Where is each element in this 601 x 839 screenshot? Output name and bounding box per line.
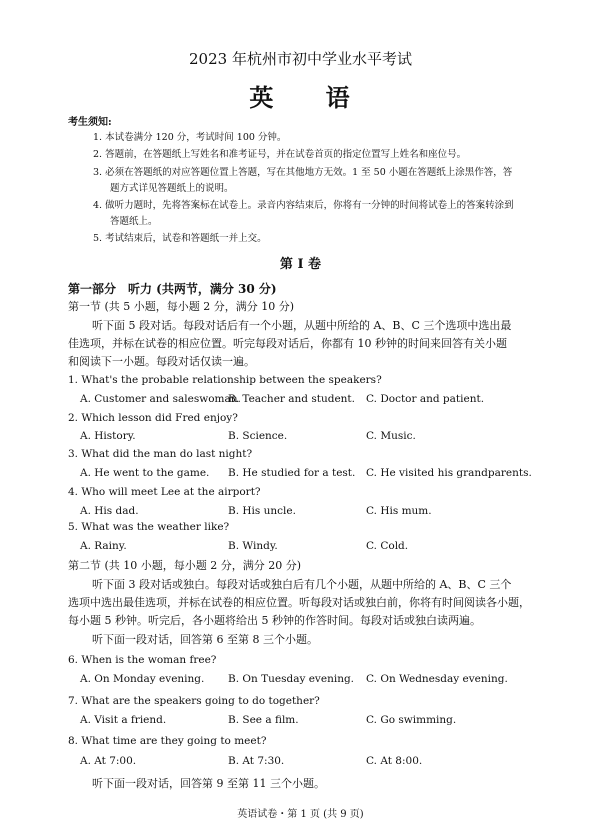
option-c: C. He visited his grandparents. xyxy=(366,467,532,479)
question-stem: 1. What's the probable relationship between the speakers? xyxy=(68,374,382,386)
option-c: C. Music. xyxy=(366,430,416,442)
notice-item: 4. 做听力题时，先将答案标在试卷上。录音内容结束后，你将有一分钟的时间将试卷上的答案转涂到 xyxy=(93,200,514,211)
option-b: B. He studied for a test. xyxy=(228,467,356,479)
notice-item: 1. 本试卷满分 120 分，考试时间 100 分钟。 xyxy=(93,132,287,143)
question-stem: 6. When is the woman free? xyxy=(68,654,217,666)
instruction-line: 听下面 5 段对话。每段对话后有一个小题，从题中所给的 A、B、C 三个选项中选出最 xyxy=(92,319,512,332)
option-a: A. Rainy. xyxy=(80,540,127,552)
notice-item: 答题纸上。 xyxy=(110,216,158,227)
option-c: C. At 8:00. xyxy=(366,755,423,767)
part-label: 第 I 卷 xyxy=(279,257,322,272)
instruction-line: 听下面 3 段对话或独白。每段对话或独白后有几个小题，从题中所给的 A、B、C 三个 xyxy=(92,578,512,591)
subject-title: 英 语 xyxy=(249,83,372,112)
instruction-line: 佳选项，并标在试卷的相应位置。听完每段对话后，你都有 10 秒钟的时间来回答有关小题 xyxy=(68,337,507,350)
question-stem: 5. What was the weather like? xyxy=(68,521,230,533)
instruction-line: 每小题 5 秒钟。听完后，各小题将给出 5 秒钟的作答时间。每段对话或独白读两遍。 xyxy=(68,614,481,627)
instruction-line: 听下面一段对话，回答第 6 至第 8 三个小题。 xyxy=(92,633,318,646)
option-c: C. Cold. xyxy=(366,540,409,552)
option-b: B. Science. xyxy=(228,430,288,442)
option-a: A. His dad. xyxy=(80,505,139,517)
notice-item: 题方式详见答题纸上的说明。 xyxy=(110,183,234,194)
instruction-line: 听下面一段对话，回答第 9 至第 11 三个小题。 xyxy=(92,777,325,790)
option-c: C. Doctor and patient. xyxy=(366,393,485,405)
subsection-heading: 第二节 (共 10 小题，每小题 2 分，满分 20 分) xyxy=(68,559,302,572)
section-heading: 第一部分 听力 (共两节，满分 30 分) xyxy=(68,282,277,296)
exam-title: 2023 年杭州市初中学业水平考试 xyxy=(189,50,412,68)
question-stem: 7. What are the speakers going to do together? xyxy=(68,695,320,707)
notice-item: 5. 考试结束后，试卷和答题纸一并上交。 xyxy=(93,233,267,244)
question-stem: 4. Who will meet Lee at the airport? xyxy=(68,486,261,498)
option-a: A. At 7:00. xyxy=(80,755,137,767)
page-footer: 英语试卷・第 1 页 (共 9 页) xyxy=(237,809,364,820)
option-a: A. Visit a friend. xyxy=(80,714,167,726)
option-a: A. Customer and saleswoman. xyxy=(80,393,241,405)
notice-item: 3. 必须在答题纸的对应答题位置上答题，写在其他地方无效。1 至 50 小题在答题纸上涂黑作答，答 xyxy=(93,167,513,178)
option-a: A. He went to the game. xyxy=(80,467,210,479)
option-b: B. Teacher and student. xyxy=(228,393,355,405)
question-stem: 3. What did the man do last night? xyxy=(68,448,253,460)
instruction-line: 选项中选出最佳选项，并标在试卷的相应位置。听每段对话或独白前，你将有时间阅读各小题， xyxy=(68,596,530,609)
question-stem: 8. What time are they going to meet? xyxy=(68,735,267,747)
option-b: B. See a film. xyxy=(228,714,299,726)
option-b: B. At 7:30. xyxy=(228,755,285,767)
option-a: A. History. xyxy=(80,430,136,442)
option-b: B. On Tuesday evening. xyxy=(228,673,355,685)
option-b: B. His uncle. xyxy=(228,505,296,517)
option-c: C. On Wednesday evening. xyxy=(366,673,508,685)
notice-heading: 考生须知: xyxy=(68,117,112,128)
option-c: C. Go swimming. xyxy=(366,714,457,726)
option-b: B. Windy. xyxy=(228,540,278,552)
subsection-heading: 第一节 (共 5 小题，每小题 2 分，满分 10 分) xyxy=(68,300,295,313)
question-stem: 2. Which lesson did Fred enjoy? xyxy=(68,412,238,424)
notice-item: 2. 答题前，在答题纸上写姓名和准考证号，并在试卷首页的指定位置写上姓名和座位号。 xyxy=(93,149,467,160)
option-a: A. On Monday evening. xyxy=(80,673,205,685)
instruction-line: 和阅读下一小题。每段对话仅读一遍。 xyxy=(68,355,255,368)
option-c: C. His mum. xyxy=(366,505,432,517)
